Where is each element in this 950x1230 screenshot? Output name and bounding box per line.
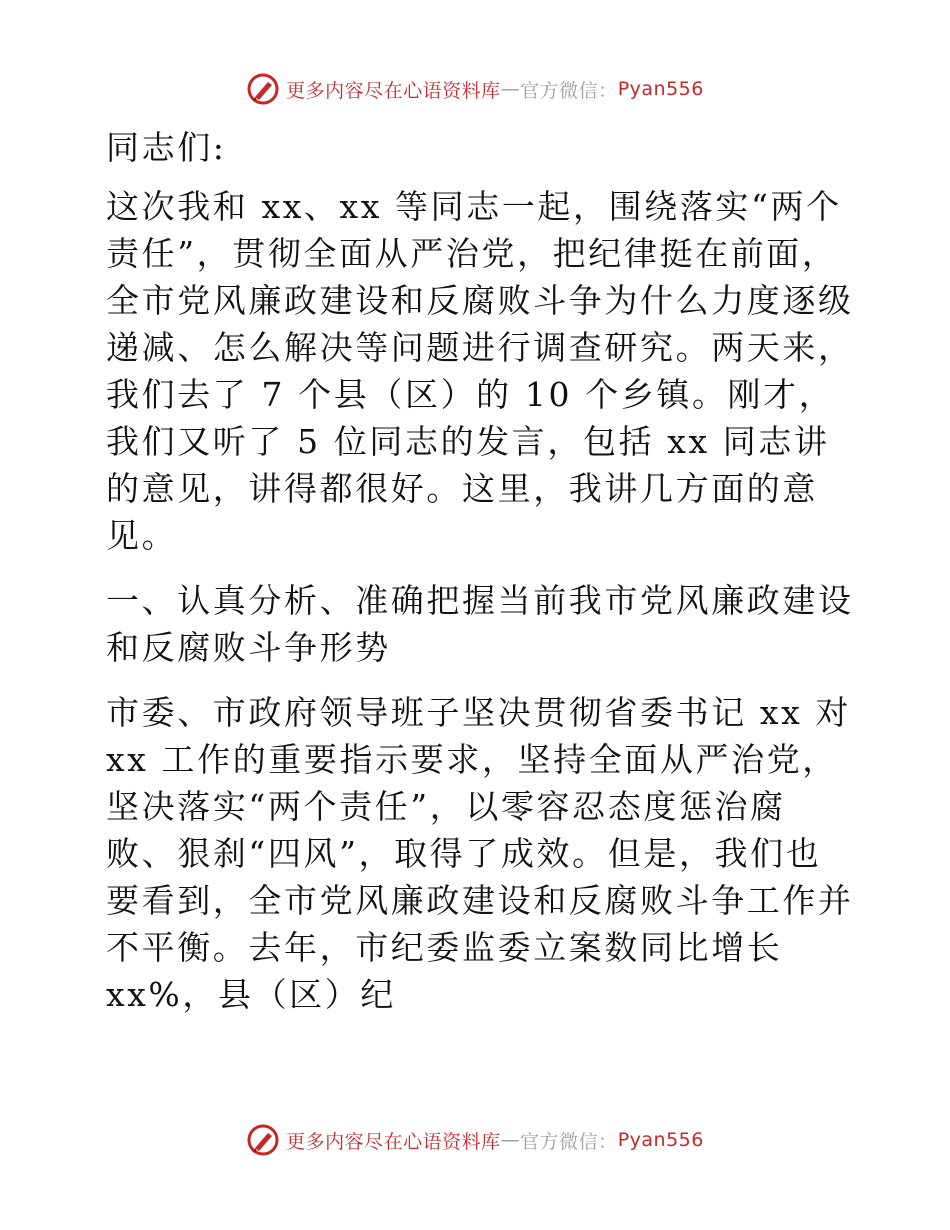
paragraph-intro: 这次我和 xx、xx 等同志一起，围绕落实“两个责任”，贯彻全面从严治党，把纪律挺在前面，全市党风廉政建设和反腐败斗争为什么力度逐级递减、怎么解决等问题进行调查研究。两天来，我们去了 7 个县（区）的 10 个乡镇。刚才，我们又听了 5 位同志的发言，包括 xx 同志讲的意见，讲得都很好。这里，我讲几方面的意见。	[106, 187, 854, 555]
watermark-wechat-id: Pyan556	[617, 1129, 704, 1151]
section-heading: 一、认真分析、准确把握当前我市党风廉政建设和反腐败斗争形势	[106, 581, 854, 667]
pen-logo-icon	[246, 72, 280, 106]
salutation: 同志们:	[106, 128, 227, 167]
paragraph-situation: 市委、市政府领导班子坚决贯彻省委书记 xx 对 xx 工作的重要指示要求，坚持全面从严治党，坚决落实“两个责任”，以零容忍态度惩治腐败、狠刹“四风”，取得了成效。但是，我们也要看到，全市党风廉政建设和反腐败斗争工作并不平衡。去年，市纪委监委立案数同比增长 xx%，县（区）纪	[106, 693, 854, 1014]
pen-logo-icon	[246, 1123, 280, 1157]
watermark-wechat-label: 官方微信：	[520, 79, 618, 102]
watermark-wechat-label: 官方微信：	[520, 1130, 618, 1153]
watermark-footer	[0, 1123, 950, 1157]
watermark-header	[0, 72, 950, 106]
watermark-wechat-id: Pyan556	[617, 78, 704, 100]
watermark-separator: —	[500, 78, 521, 100]
watermark-separator: —	[500, 1129, 521, 1151]
document-body	[96, 124, 856, 1036]
watermark-text: 更多内容尽在心语资料库	[286, 1130, 501, 1153]
watermark-text: 更多内容尽在心语资料库	[286, 79, 501, 102]
